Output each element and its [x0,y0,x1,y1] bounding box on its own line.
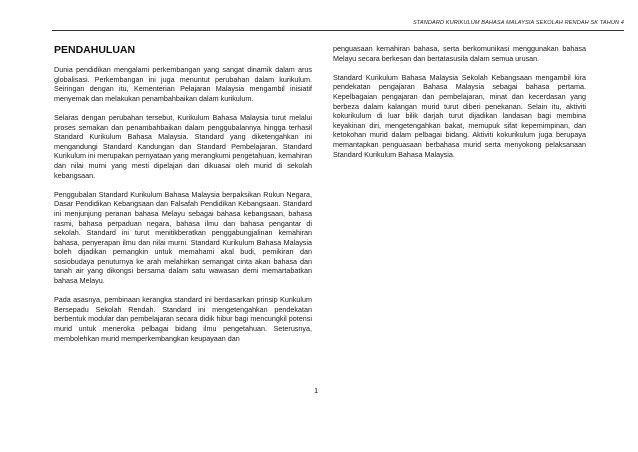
paragraph: Dunia pendidikan mengalami perkembangan yang sangat dinamik dalam arus globalisasi. Perkembangan ini juga menuntut perubahan dalam kurikulum. Seiringan dengan itu, Kementerian Pelajaran Malaysia mengambil inisiatif menyemak dan melakukan penambahbaikan dalam kurikulum. [54,65,312,103]
paragraph: Standard Kurikulum Bahasa Malaysia Sekolah Kebangsaan mengambil kira pendekatan pengajaran Bahasa Malaysia sebagai bahasa pertama. Kepelbagaian pengajaran dan pembelajaran, minat dan kecerdasan yang berbeza dalam kalangan murid turut diberi penekanan. Selain itu, aktiviti kokurikulum di luar bilik darjah turut dijadikan landasan bagi membina keyakinan diri, mengetengahkan bakat, memupuk sifat kepemimpinan, dan ketokohan murid dalam pelbagai bidang. Aktiviti kokurikulum juga berupaya memantapkan penguasaan berbahasa murid serta menyokong pelaksanaan Standard Kurikulum Bahasa Malaysia. [333,72,586,159]
left-column [54,44,312,353]
running-header: STANDARD KURIKULUM BAHASA MALAYSIA SEKOLAH RENDAH SK TAHUN 4 [412,20,624,26]
right-column [333,44,586,169]
paragraph: penguasaan kemahiran bahasa, serta berkomunikasi menggunakan bahasa Melayu secara berkesan dan bertatasusila dalam semua urusan. [333,44,586,63]
paragraph: Penggubalan Standard Kurikulum Bahasa Malaysia berpaksikan Rukun Negara, Dasar Pendidikan Kebangsaan dan Falsafah Pendidikan Kebangsaan. Standard ini menjunjung peranan bahasa Melayu sebagai bahasa kebangsaan, bahasa rasmi, bahasa perpaduan negara, bahasa ilmu dan bahasa pengantar di sekolah. Standard ini turut menitikberatkan penggabungjalinan kemahiran bahasa, penyerapan ilmu dan nilai murni. Standard Kurikulum Bahasa Malaysia boleh dijadikan pemangkin untuk memahami akal budi, pemikiran dan sosiobudaya penuturnya ke arah melahirkan semangat cinta akan bahasa dan tanah air yang dikongsi bersama dalam satu wawasan demi memartabatkan bahasa Melayu. [54,189,312,286]
header-rule [52,30,624,31]
paragraph: Pada asasnya, pembinaan kerangka standard ini berdasarkan prinsip Kurikulum Bersepadu Sekolah Rendah. Standard ini mengetengahkan pendekatan berbentuk modular dan pembelajaran secara didik hibur bagi mencungkil potensi murid untuk meneroka pelbagai bidang ilmu pengetahuan. Seterusnya, membolehkan murid memperkembangkan keupayaan dan [54,295,312,343]
paragraph: Selaras dengan perubahan tersebut, Kurikulum Bahasa Malaysia turut melalui proses semakan dan penambahbaikan dalam penggubalannya hingga terhasil Standard Kurikulum Bahasa Malaysia. Standard yang diketengahkan ini mengandungi Standard Kandungan dan Standard Pembelajaran. Standard Kurikulum ini merupakan pernyataan yang merangkumi pengetahuan, kemahiran dan nilai murni yang mesti dipelajari dan dikuasai oleh murid di sekolah kebangsaan. [54,112,312,180]
page-number: 1 [314,386,319,395]
section-heading: PENDAHULUAN [54,44,136,56]
